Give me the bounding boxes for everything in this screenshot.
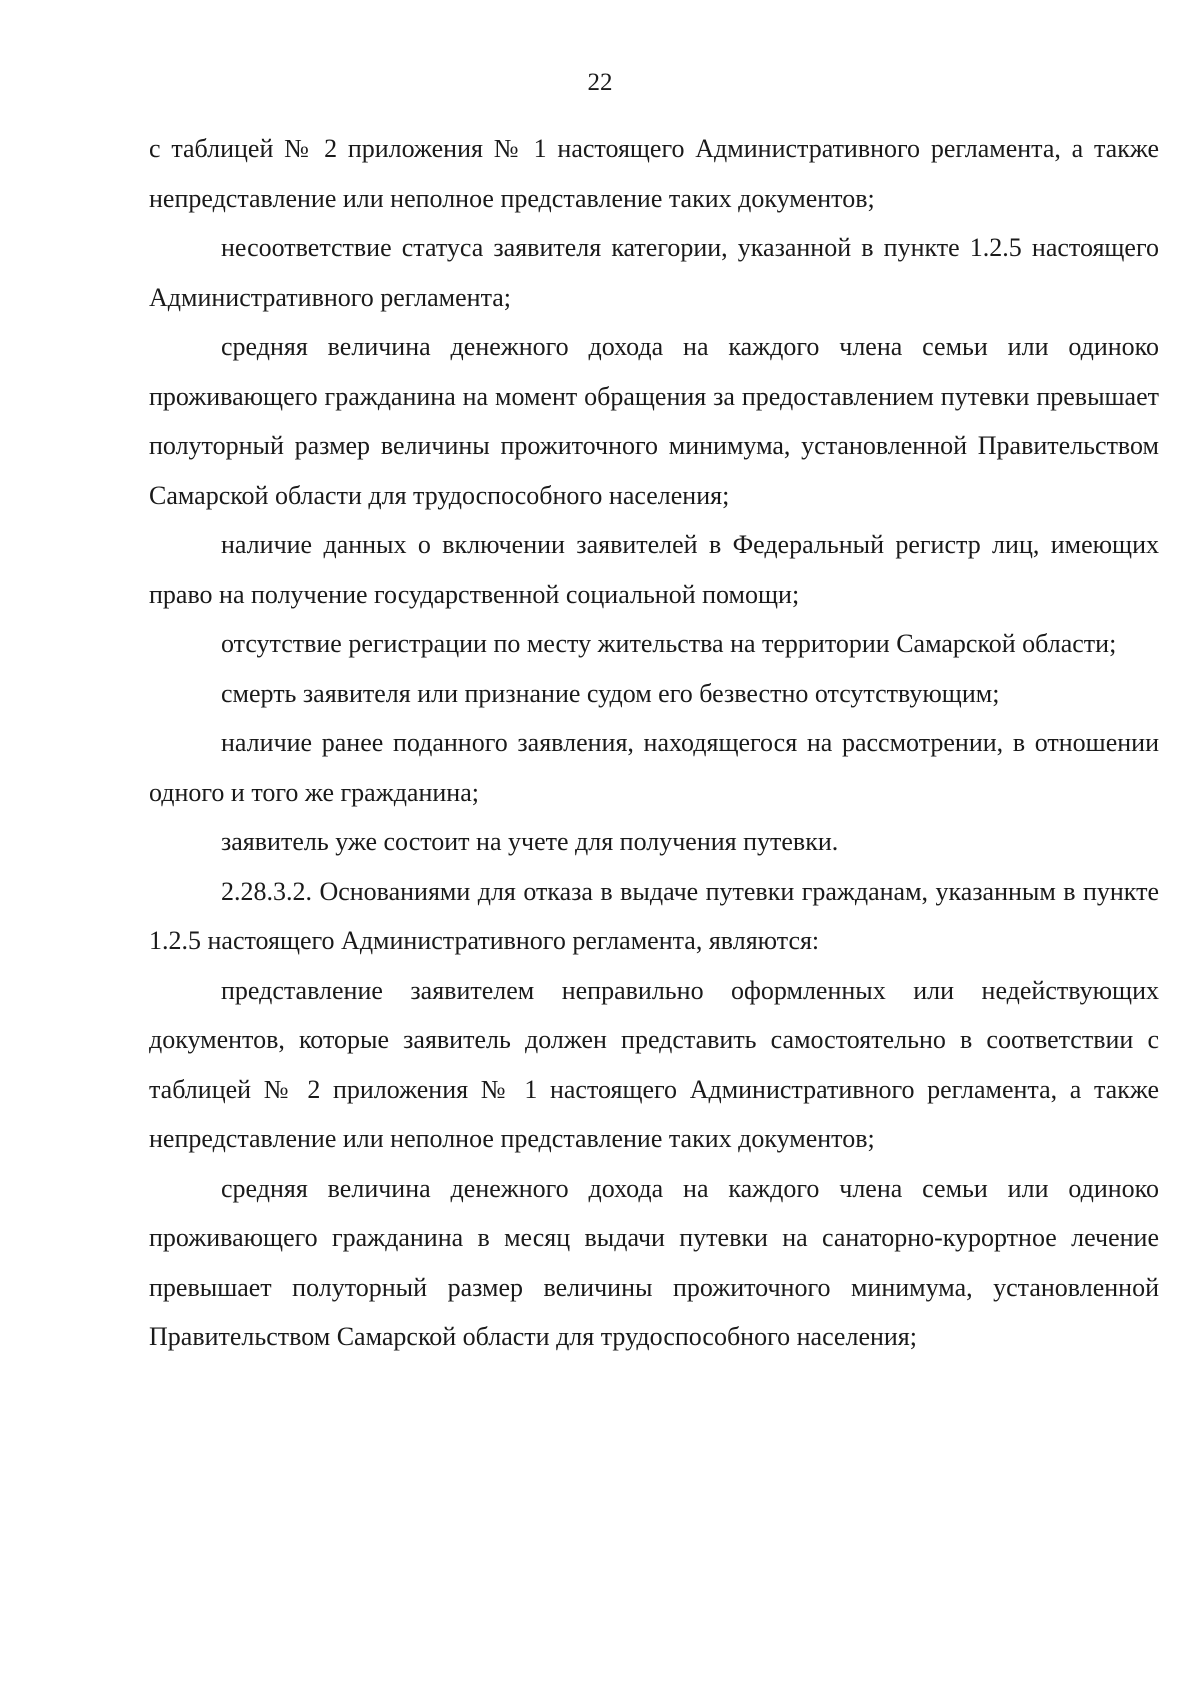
paragraph-clause-2-28-3-2: 2.28.3.2. Основаниями для отказа в выдаче путевки гражданам, указанным в пункте 1.2.5 настоящего Административного регламента, являются: bbox=[149, 876, 1159, 955]
paragraph-federal-register: наличие данных о включении заявителей в Федеральный регистр лиц, имеющих право на получение государственной социальной помощи; bbox=[149, 530, 1159, 609]
paragraph-already-registered: заявитель уже состоит на учете для получения путевки. bbox=[221, 827, 839, 856]
paragraph-death-of-applicant: смерть заявителя или признание судом его безвестно отсутствующим; bbox=[221, 678, 1000, 708]
paragraph-invalid-documents: представление заявителем неправильно оформленных или недействующих документов, которые заявитель должен представить самостоятельно в соответствии с таблицей № 2 приложения № 1 настоящего Административного регламента, а также непредставление или неполное представление таких документов; bbox=[149, 975, 1159, 1153]
paragraph-prior-application: наличие ранее поданного заявления, находящегося на рассмотрении, в отношении одного и того же гражданина; bbox=[149, 728, 1159, 807]
document-body bbox=[149, 124, 1159, 1362]
page-number: 22 bbox=[587, 69, 613, 96]
paragraph-income-exceeds-on-issue: средняя величина денежного дохода на каждого члена семьи или одиноко проживающего гражданина в месяц выдачи путевки на санаторно-курортное лечение превышает полуторный размер величины прожиточного минимума, установленной Правительством Самарской области для трудоспособного населения; bbox=[149, 1173, 1159, 1351]
paragraph-income-exceeds-on-application: средняя величина денежного дохода на каждого члена семьи или одиноко проживающего гражданина на момент обращения за предоставлением путевки превышает полуторный размер величины прожиточного минимума, установленной Правительством Самарской области для трудоспособного населения; bbox=[149, 332, 1159, 510]
paragraph-status-mismatch: несоответствие статуса заявителя категории, указанной в пункте 1.2.5 настоящего Административного регламента; bbox=[149, 233, 1159, 312]
paragraph-continuation: с таблицей № 2 приложения № 1 настоящего Административного регламента, а также непредставление или неполное представление таких документов; bbox=[149, 134, 1159, 213]
paragraph-no-registration: отсутствие регистрации по месту жительства на территории Самарской области; bbox=[221, 629, 1117, 658]
